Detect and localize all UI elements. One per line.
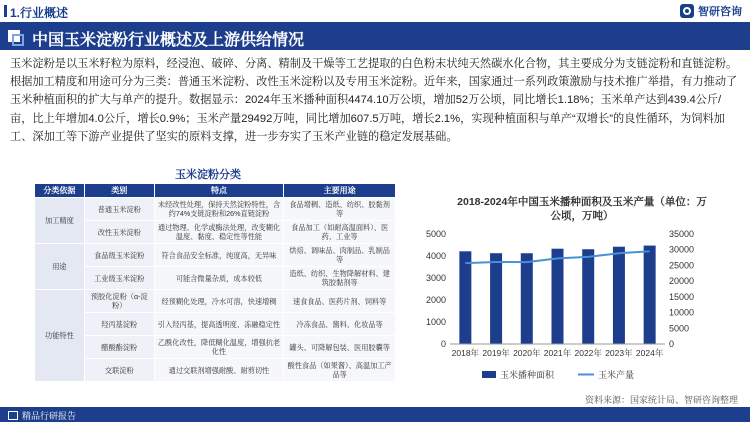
category-cell: 普通玉米淀粉 [84,198,154,221]
source-note: 资料来源：国家统计局、智研咨询整理 [584,395,738,405]
classification-table [34,183,396,382]
bar [582,249,594,344]
table-row [35,267,396,290]
bar [459,251,471,344]
chart-title: 2018-2024年中国玉米播种面积及玉米产量（单位：万公顷，万吨） [457,196,707,222]
footer-label: 精品行研报告 [22,411,77,421]
basis-cell: 加工精度 [35,198,85,244]
page-title: 中国玉米淀粉行业概述及上游供给情况 [32,32,305,49]
y-right-tick-label: 5000 [669,323,690,334]
feature-cell: 通过物理、化学或酶法处理，改变糊化温度、黏度、稳定性等性能 [154,221,284,244]
use-cell: 酸性食品（如果酱）、高温加工产品等 [284,359,396,382]
category-cell: 食品级玉米淀粉 [84,244,154,267]
brand-logo [680,3,742,19]
use-cell: 烘焙、调味品、肉制品、乳制品等 [284,244,396,267]
table-header: 特点 [154,184,284,198]
table-header: 类别 [84,184,154,198]
feature-cell: 符合食品安全标准，纯度高，无异味 [154,244,284,267]
logo-icon [680,4,694,18]
bar [644,246,656,344]
y-left-tick-label: 2000 [425,295,446,305]
top-bar [0,0,750,22]
table-title: 玉米淀粉分类 [175,169,241,181]
y-left-tick-label: 1000 [425,317,446,327]
y-left-tick-label: 3000 [425,273,446,283]
x-tick-label: 2020年 [513,348,541,358]
feature-cell: 引入羟丙基，提高透明度、冻融稳定性 [154,313,284,336]
category-cell: 交联淀粉 [84,359,154,382]
footer-bar [0,407,750,422]
table-header: 主要用途 [284,184,396,198]
basis-cell: 用途 [35,244,85,290]
y-right-tick-label: 20000 [669,276,695,287]
y-right-tick-label: 0 [669,339,675,349]
table-row [35,336,396,359]
table-row [35,290,396,313]
bar [490,253,502,344]
legend-bar-label: 玉米播种面积 [500,370,555,380]
use-cell: 食品增稠、造纸、纺织、胶黏剂等 [284,198,396,221]
bar [613,247,625,344]
category-cell: 预胶化淀粉（α-淀粉） [84,290,154,313]
feature-cell: 经预糊化处理，冷水可溶，快速增稠 [154,290,284,313]
category-cell: 改性玉米淀粉 [84,221,154,244]
y-left-tick-label: 4000 [425,251,446,261]
x-tick-label: 2023年 [605,348,633,358]
x-tick-label: 2021年 [543,348,572,358]
table-row [35,198,396,221]
title-square-outline-icon [12,34,24,46]
report-icon [8,411,18,420]
use-cell: 速食食品、医药片剂、饲料等 [284,290,396,313]
category-cell: 羟丙基淀粉 [84,313,154,336]
feature-cell: 未经改性处理，保持天然淀粉特性，含约74%支链淀粉和26%直链淀粉 [154,198,284,221]
y-right-tick-label: 25000 [669,260,695,271]
feature-cell: 可能含微量杂质，成本较低 [154,267,284,290]
section-marker [4,5,7,17]
title-bar [0,22,750,50]
basis-cell: 功能特性 [35,290,85,382]
intro-paragraph: 玉米淀粉是以玉米籽粒为原料，经浸泡、破碎、分离、精制及干燥等工艺提取的白色粉末状纯天然碳水化合物，其主要成分为支链淀粉和直链淀粉。根据加工精度和用途可分为三类：普通玉米淀粉、改性玉米淀粉以及专用玉米淀粉。近年来，国家通过一系列政策激励与技术推广举措，有力推动了玉米种植面积的扩大与单产的提升。数据显示：2024年玉米播种面积4474.10万公顷，增加52万公顷，同比增长1.18%；玉米单产达到439.4公斤/亩，比上年增加4.0公斤，增长0.9%；玉米产量29492万吨，同比增加607.5万吨，增长2.1%，实现种植面积与单产“双增长”的良性循环，为饲料加工、深加工等下游产业提供了坚实的原料支撑，进一步夯实了玉米产业链的稳定发展基础。 [10,58,738,143]
table-header: 分类依据 [35,184,85,198]
legend-bar-swatch [482,371,496,378]
feature-cell: 乙酰化改性，降低糊化温度，增强抗老化性 [154,336,284,359]
y-right-tick-label: 30000 [669,244,695,255]
bar [552,249,564,344]
production-chart [410,226,710,391]
y-left-tick-label: 5000 [425,229,446,239]
y-right-tick-label: 15000 [669,291,695,302]
x-tick-label: 2019年 [482,348,510,358]
table-row [35,221,396,244]
use-cell: 食品加工（如耐高温面料）、医药、工业等 [284,221,396,244]
category-cell: 工业级玉米淀粉 [84,267,154,290]
bar [521,253,533,344]
category-cell: 醋酸酯淀粉 [84,336,154,359]
legend-line-label: 玉米产量 [598,370,635,380]
use-cell: 罐头、可降解包装、医用胶囊等 [284,336,396,359]
x-tick-label: 2022年 [574,348,602,358]
y-right-tick-label: 10000 [669,307,695,318]
table-row [35,313,396,336]
y-right-tick-label: 35000 [669,229,695,239]
use-cell: 冷冻食品、酱料、化妆品等 [284,313,396,336]
table-row [35,359,396,382]
x-tick-label: 2018年 [451,348,480,358]
x-tick-label: 2024年 [635,348,664,358]
y-left-tick-label: 0 [440,339,446,349]
logo-text: 智研咨询 [698,6,742,18]
feature-cell: 通过交联剂增强耐酸、耐剪切性 [154,359,284,382]
section-label: 1.行业概述 [10,6,69,20]
use-cell: 造纸、纺织、生物降解材料、建筑胶黏剂等 [284,267,396,290]
table-row [35,244,396,267]
